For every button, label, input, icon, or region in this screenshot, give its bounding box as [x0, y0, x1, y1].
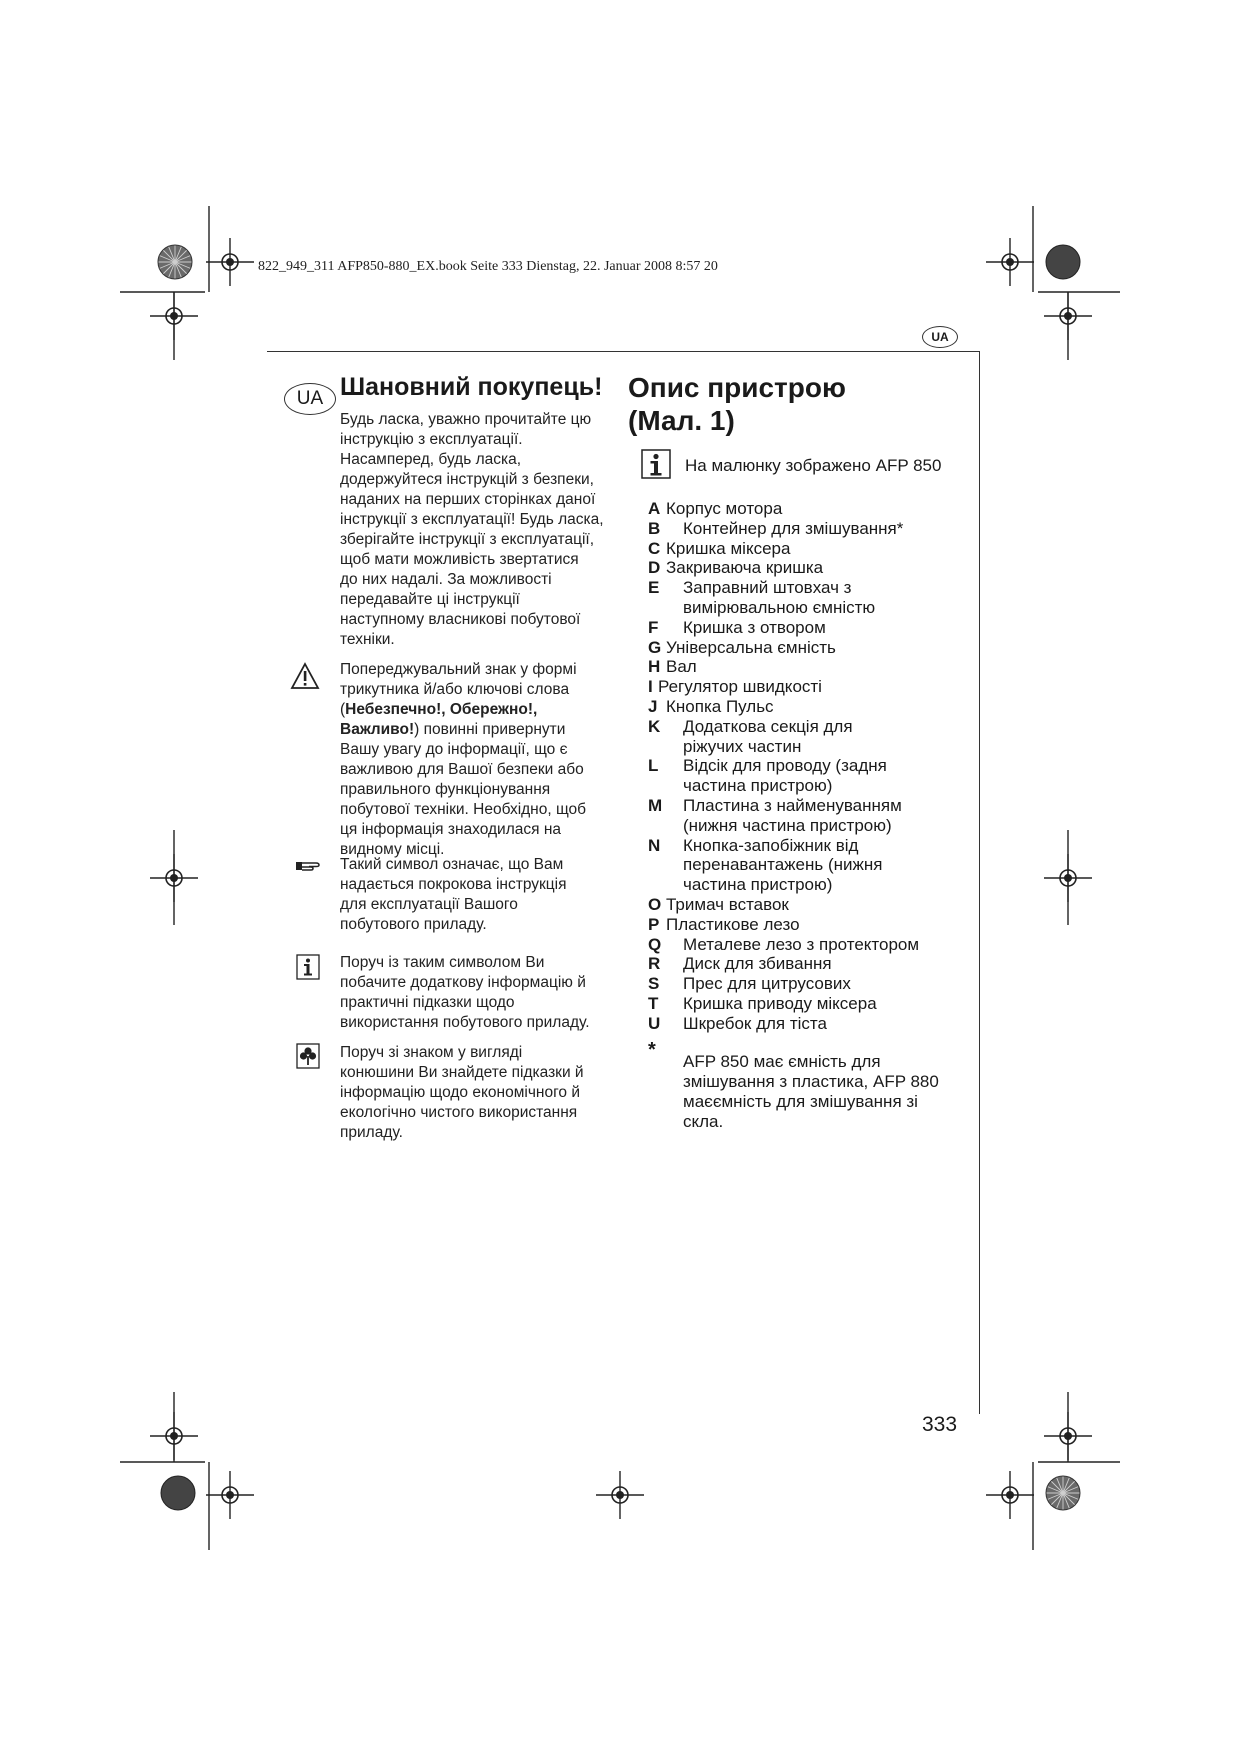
clover-icon	[296, 1043, 320, 1069]
warning-paragraph	[340, 660, 618, 860]
part-item	[648, 935, 968, 955]
part-letter: D	[648, 558, 661, 578]
part-text: Металеве лезо з протектором	[683, 934, 920, 954]
registration-cross-bottom-left	[206, 1471, 254, 1519]
part-text: Прес для цитрусових	[683, 974, 851, 994]
part-text: Корпус мотора	[666, 499, 783, 518]
step-paragraph	[340, 855, 618, 935]
eco-paragraph	[340, 1043, 618, 1143]
warning-line: видному місці.	[340, 841, 445, 858]
part-text: частина пристрою)	[683, 875, 833, 895]
footnote-line: змішування з пластика, AFP 880	[683, 1072, 939, 1091]
right-heading	[628, 371, 846, 437]
left-heading: Шановний покупець!	[340, 373, 603, 401]
part-text: Закриваюча кришка	[666, 558, 824, 578]
language-badge-small: UA	[922, 326, 958, 348]
intro-line: наступному власникові побутової	[340, 611, 581, 628]
part-item	[648, 915, 968, 935]
info-icon	[296, 954, 320, 980]
part-text: частина пристрою)	[683, 776, 833, 796]
print-header-line: 822_949_311 AFP850-880_EX.book Seite 333 Dienstag, 22. Januar 2008 8:57 20	[258, 259, 718, 274]
intro-line: інструкції з експлуатації! Будь ласка,	[340, 511, 604, 528]
eco-line: приладу.	[340, 1124, 403, 1141]
part-text: Пластина з найменуванням	[683, 795, 902, 815]
info-line: практичні підказки щодо	[340, 994, 515, 1011]
part-item	[648, 618, 968, 638]
registration-dark-top-right	[1046, 245, 1080, 279]
warning-line: побутової техніки. Необхідно, щоб	[340, 801, 587, 818]
figure-info-text: На малюнку зображено AFP 850	[685, 456, 942, 475]
part-item	[648, 836, 968, 895]
part-text: Тримач вставок	[666, 894, 789, 914]
warning-paren: (	[340, 701, 346, 718]
part-item	[648, 499, 968, 519]
part-item	[648, 994, 968, 1014]
right-heading-line1: Опис пристрою	[628, 372, 846, 403]
part-letter: A	[648, 499, 661, 518]
registration-cross-top-right	[986, 238, 1034, 286]
footnote-line: маєємність для змішування зі	[683, 1092, 918, 1111]
part-letter: G	[648, 637, 662, 657]
eco-line: екологічно чистого використання	[340, 1104, 578, 1121]
warning-text: ) повинні привернути	[414, 721, 566, 738]
part-text: Пластикове лезо	[666, 914, 800, 934]
step-line: побутового приладу.	[340, 916, 487, 933]
part-text: Диск для збивання	[683, 954, 832, 974]
registration-cross-top-left	[206, 238, 254, 286]
part-text: Кнопка-запобіжник від	[683, 835, 859, 855]
part-letter: O	[648, 894, 662, 914]
part-letter: F	[648, 617, 659, 637]
part-letter: C	[648, 538, 661, 558]
part-text: Шкребок для тіста	[683, 1013, 827, 1033]
part-text: ріжучих частин	[683, 736, 802, 756]
part-letter: N	[648, 835, 661, 855]
info-line: використання побутового приладу.	[340, 1014, 590, 1031]
part-text: Контейнер для змішування*	[683, 518, 904, 538]
part-item	[648, 895, 968, 915]
part-letter: M	[648, 795, 663, 815]
part-text: Кнопка Пульс	[666, 696, 774, 716]
part-letter: L	[648, 756, 659, 776]
part-item	[648, 578, 968, 618]
intro-line: зберігайте інструкції з експлуатації,	[340, 531, 595, 548]
eco-line: Поруч зі знаком у вигляді	[340, 1044, 523, 1061]
part-text: перенавантажень (нижня	[683, 855, 883, 875]
eco-line: конюшини Ви знайдете підказки й	[340, 1064, 584, 1081]
part-item	[648, 677, 968, 697]
footnote	[648, 1040, 968, 1132]
part-letter: B	[648, 518, 661, 538]
part-letter: K	[648, 716, 661, 736]
right-rule	[979, 351, 980, 1414]
warning-line	[340, 700, 618, 720]
part-text: Кришка з отвором	[683, 617, 826, 637]
part-letter: U	[648, 1013, 661, 1033]
part-item	[648, 539, 968, 559]
intro-line: інструкцію з експлуатації.	[340, 431, 523, 448]
warning-line: Попереджувальний знак у формі	[340, 661, 577, 678]
footnote-line: AFP 850 має ємність для	[683, 1052, 881, 1071]
footnote-text	[648, 1040, 968, 1132]
pointing-hand-icon	[294, 858, 322, 874]
warning-line: Вашу увагу до інформації, що є	[340, 741, 568, 758]
warning-line: важливою для Вашої безпеки або	[340, 761, 584, 778]
part-letter: R	[648, 954, 661, 974]
part-item	[648, 796, 968, 836]
registration-cross-bottom-center	[596, 1471, 644, 1519]
part-text: Вал	[666, 657, 697, 677]
part-item	[648, 697, 968, 717]
part-text: (нижня частина пристрою)	[683, 815, 892, 835]
step-line: для експлуатації Вашого	[340, 896, 518, 913]
part-item	[648, 558, 968, 578]
step-line: Такий символ означає, що Вам	[340, 856, 564, 873]
part-letter: P	[648, 914, 660, 934]
parts-list	[648, 499, 968, 1034]
intro-line: до них надалі. За можливості	[340, 571, 552, 588]
part-item	[648, 974, 968, 994]
part-item	[648, 657, 968, 677]
info-line: Поруч із таким символом Ви	[340, 954, 545, 971]
part-text: Заправний штовхач з	[683, 578, 852, 598]
part-letter: J	[648, 696, 658, 716]
part-text: Кришка приводу міксера	[683, 993, 877, 1013]
part-letter: S	[648, 974, 660, 994]
warning-line: трикутника й/або ключові слова	[340, 681, 570, 698]
footnote-asterisk: *	[648, 1039, 656, 1061]
warning-line: правильного функціонування	[340, 781, 551, 798]
warning-keyword-important: Важливо!	[340, 721, 415, 738]
part-letter: Q	[648, 934, 662, 954]
top-rule	[267, 351, 980, 352]
step-line: надається покрокова інструкція	[340, 876, 567, 893]
part-text: Відсік для проводу (задня	[683, 756, 887, 776]
part-text: Додаткова секція для	[683, 716, 853, 736]
part-item	[648, 756, 968, 796]
part-letter: I	[648, 677, 653, 697]
part-item	[648, 519, 968, 539]
registration-cross-bottom-right	[986, 1471, 1034, 1519]
eco-line: інформацію щодо економічного й	[340, 1084, 580, 1101]
part-text: Кришка міксера	[666, 538, 791, 558]
intro-line: передавайте ці інструкції	[340, 591, 520, 608]
warning-line: ця інформація знаходилася на	[340, 821, 562, 838]
intro-line: додержуйтеся інструкцій з безпеки,	[340, 471, 594, 488]
part-text: Регулятор швидкості	[658, 677, 822, 697]
registration-sunburst-top-left	[158, 245, 192, 279]
part-item	[648, 638, 968, 658]
intro-line: наданих на перших сторінках даної	[340, 491, 596, 508]
warning-triangle-icon	[290, 662, 320, 690]
intro-line: щоб мати можливість звертатися	[340, 551, 579, 568]
part-letter: E	[648, 578, 660, 598]
registration-dark-bottom-left	[161, 1476, 195, 1510]
part-item	[648, 1014, 968, 1034]
registration-sunburst-bottom-right	[1046, 1476, 1080, 1510]
part-text: вимірювальною ємністю	[683, 597, 876, 617]
intro-line: техніки.	[340, 631, 395, 648]
part-text: Універсальна ємність	[666, 637, 836, 657]
part-letter: H	[648, 657, 661, 677]
page-number: 333	[922, 1413, 958, 1436]
right-heading-line2: (Мал. 1)	[628, 405, 735, 437]
info-paragraph	[340, 953, 618, 1033]
warning-keywords: Небезпечно!, Обережно!,	[345, 701, 538, 718]
intro-paragraph	[340, 410, 618, 650]
part-item	[648, 954, 968, 974]
part-item	[648, 717, 968, 757]
intro-line: Будь ласка, уважно прочитайте цю	[340, 411, 592, 428]
intro-line: Насамперед, будь ласка,	[340, 451, 522, 468]
info-line: побачите додаткову інформацію й	[340, 974, 586, 991]
footnote-line: скла.	[683, 1112, 724, 1131]
language-badge-large: UA	[284, 383, 336, 415]
warning-line	[340, 720, 618, 740]
part-letter: T	[648, 993, 659, 1013]
info-icon-large	[641, 449, 671, 479]
